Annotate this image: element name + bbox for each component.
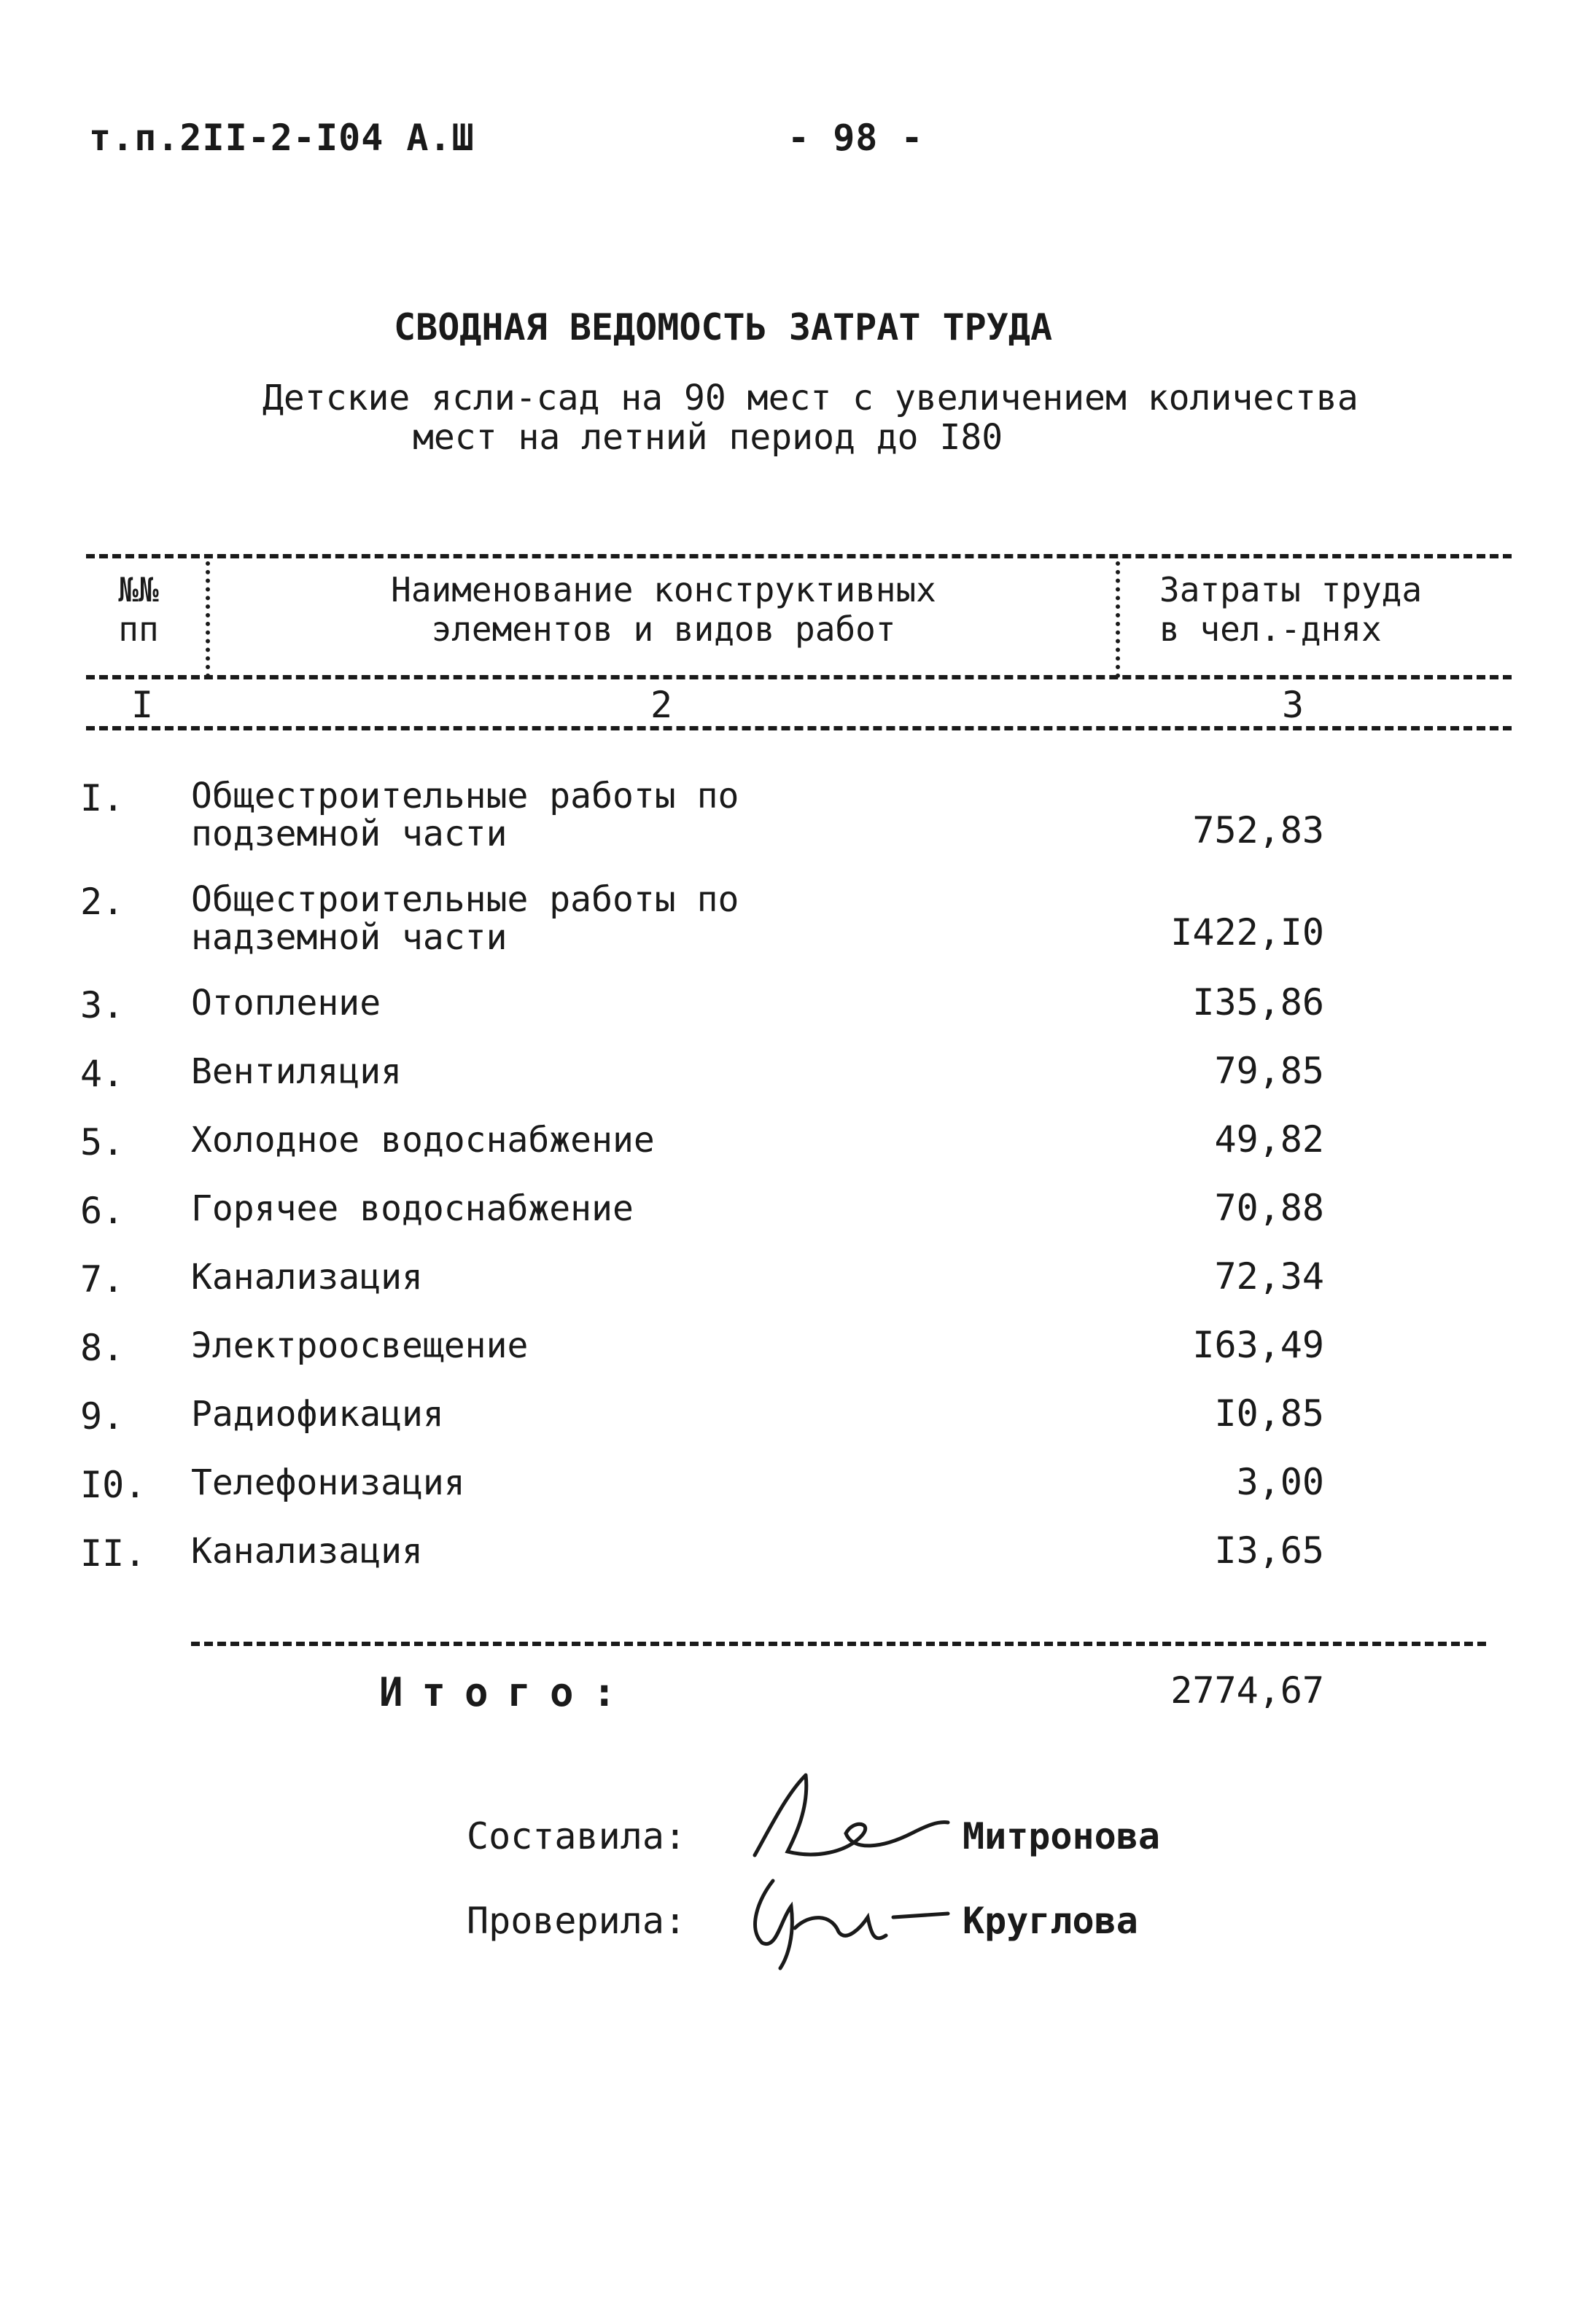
document-title: СВОДНАЯ ВЕДОМОСТЬ ЗАТРАТ ТРУДА [394,306,1053,348]
row-4-number: 4. [80,1053,125,1095]
row-5-value: 49,82 [1214,1118,1324,1161]
compiled-by-signature [736,1764,955,1873]
checked-signature-stroke [755,1881,948,1968]
subtitle-line-2: мест на летний период до I80 [413,417,1003,458]
checked-by-name: Круглова [963,1900,1138,1942]
column-header-cost [1130,570,1531,649]
total-label: Итого: [379,1669,636,1715]
row-9-name: Радиофикация [191,1394,444,1435]
row-11-value: I3,65 [1214,1529,1324,1572]
row-2-name-line-2: надземной части [191,917,508,958]
column-header-cost-line-1: Затраты труда [1159,570,1423,609]
compiled-signature-stroke [755,1775,948,1855]
column-header-number [84,570,193,649]
row-1-value: 752,83 [1192,809,1324,851]
column-number-2: 2 [650,684,673,726]
row-3-name: Отопление [191,983,381,1023]
column-header-number-line-1: №№ [118,570,159,609]
row-8-number: 8. [80,1327,125,1369]
row-2-name [191,881,739,956]
row-2-number: 2. [80,881,125,923]
column-divider-1 [206,561,210,678]
column-header-name [219,570,1108,649]
row-7-value: 72,34 [1214,1255,1324,1298]
table-column-numbers-rule [86,726,1512,730]
column-header-number-line-2: пп [118,609,159,649]
row-1-name-line-2: подземной части [191,814,508,854]
row-6-value: 70,88 [1214,1187,1324,1229]
row-1-number: I. [80,777,125,819]
row-3-number: 3. [80,984,125,1026]
total-rule [191,1642,1486,1646]
row-10-name: Телефонизация [191,1462,465,1503]
subtitle-line-1: Детские ясли-сад на 90 мест с увеличением количества [263,378,1358,418]
column-header-cost-line-2: в чел.-днях [1159,609,1382,649]
compiled-by-name: Митронова [963,1815,1160,1857]
row-3-value: I35,86 [1192,981,1324,1023]
row-4-value: 79,85 [1214,1050,1324,1092]
column-header-name-line-2: элементов и видов работ [431,609,896,649]
column-number-1: I [131,684,154,726]
checked-by-label: Проверила: [467,1900,687,1942]
row-10-number: I0. [80,1464,147,1506]
row-2-value: I422,I0 [1170,911,1324,954]
row-8-name: Электроосвещение [191,1325,529,1366]
column-divider-2 [1116,561,1120,678]
table-top-rule [86,554,1512,558]
row-11-number: II. [80,1532,147,1575]
row-5-name: Холодное водоснабжение [191,1120,655,1161]
row-1-name-line-1: Общестроительные работы по [191,776,739,816]
compiled-by-label: Составила: [467,1815,687,1857]
row-1-name [191,777,739,853]
row-10-value: 3,00 [1236,1461,1324,1503]
table-header-rule [86,675,1512,679]
row-9-value: I0,85 [1214,1392,1324,1435]
row-8-value: I63,49 [1192,1324,1324,1366]
row-2-name-line-1: Общестроительные работы по [191,879,739,920]
row-6-number: 6. [80,1190,125,1232]
document-code: т.п.2II-2-I04 А.Ш [89,117,475,159]
row-11-name: Канализация [191,1531,423,1572]
checked-by-signature [736,1863,955,1972]
row-5-number: 5. [80,1121,125,1163]
row-4-name: Вентиляция [191,1051,402,1092]
total-value: 2774,67 [1170,1669,1324,1712]
row-7-number: 7. [80,1258,125,1301]
row-6-name: Горячее водоснабжение [191,1188,634,1229]
column-header-name-line-1: Наименование конструктивных [391,570,936,609]
page-number: - 98 - [788,117,924,159]
row-7-name: Канализация [191,1257,423,1298]
row-9-number: 9. [80,1395,125,1438]
column-number-3: 3 [1282,684,1305,726]
